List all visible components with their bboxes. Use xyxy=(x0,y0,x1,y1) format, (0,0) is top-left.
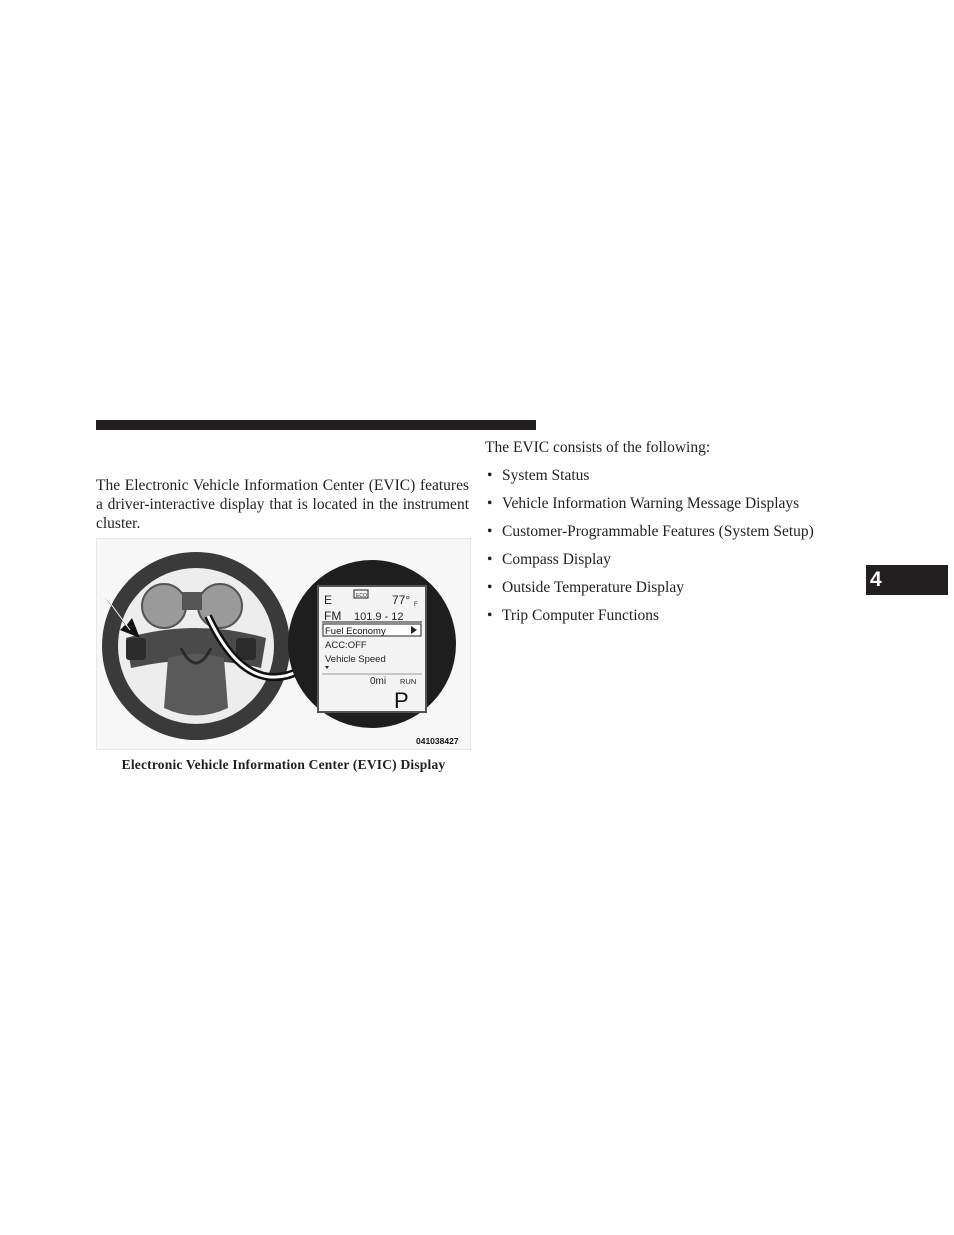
feature-label: Outside Temperature Display xyxy=(502,579,684,596)
bullet-icon: • xyxy=(487,579,493,596)
chapter-tab: 4 xyxy=(866,565,948,595)
display-ignition: RUN xyxy=(400,677,417,686)
feature-label: Customer-Programmable Features (System Setup) xyxy=(502,523,814,540)
list-item xyxy=(485,550,814,578)
intro-paragraph: The Electronic Vehicle Information Center (EVIC) features a driver-interactive display that is located in the instrument cluster. xyxy=(96,477,469,532)
bullet-icon: • xyxy=(487,523,493,540)
feature-list xyxy=(485,466,814,634)
list-item xyxy=(485,606,814,634)
display-compass: E xyxy=(324,593,333,607)
bullet-icon: • xyxy=(487,607,493,624)
bullet-icon: • xyxy=(487,551,493,568)
display-menu-selected: Fuel Economy xyxy=(325,626,386,637)
steering-wheel-illustration xyxy=(96,538,471,750)
display-temperature-unit: F xyxy=(414,602,418,608)
section-rule xyxy=(96,420,536,430)
list-item xyxy=(485,522,814,550)
list-item xyxy=(485,494,814,522)
figure-caption: Electronic Vehicle Information Center (EVIC) Display xyxy=(121,757,446,772)
bullet-icon: • xyxy=(487,495,493,512)
feature-label: System Status xyxy=(502,467,590,484)
evic-figure xyxy=(96,538,471,750)
feature-label: Compass Display xyxy=(502,551,611,568)
figure-code: 041038427 xyxy=(416,736,459,746)
list-item xyxy=(485,466,814,494)
display-menu-item: Vehicle Speed xyxy=(325,654,386,665)
list-lead: The EVIC consists of the following: xyxy=(485,439,711,456)
display-radio-frequency: 101.9 - 12 xyxy=(354,611,404,623)
feature-label: Trip Computer Functions xyxy=(502,607,660,624)
display-menu-item: ACC:OFF xyxy=(325,640,367,651)
display-odometer: 0mi xyxy=(370,676,387,687)
display-eco-badge: ECO xyxy=(356,593,367,599)
list-item xyxy=(485,578,814,606)
feature-label: Vehicle Information Warning Message Displays xyxy=(502,495,800,512)
display-gear: P xyxy=(394,688,409,713)
display-temperature: 77° xyxy=(392,593,411,607)
display-radio-band: FM xyxy=(324,609,342,623)
bullet-icon: • xyxy=(487,467,493,484)
